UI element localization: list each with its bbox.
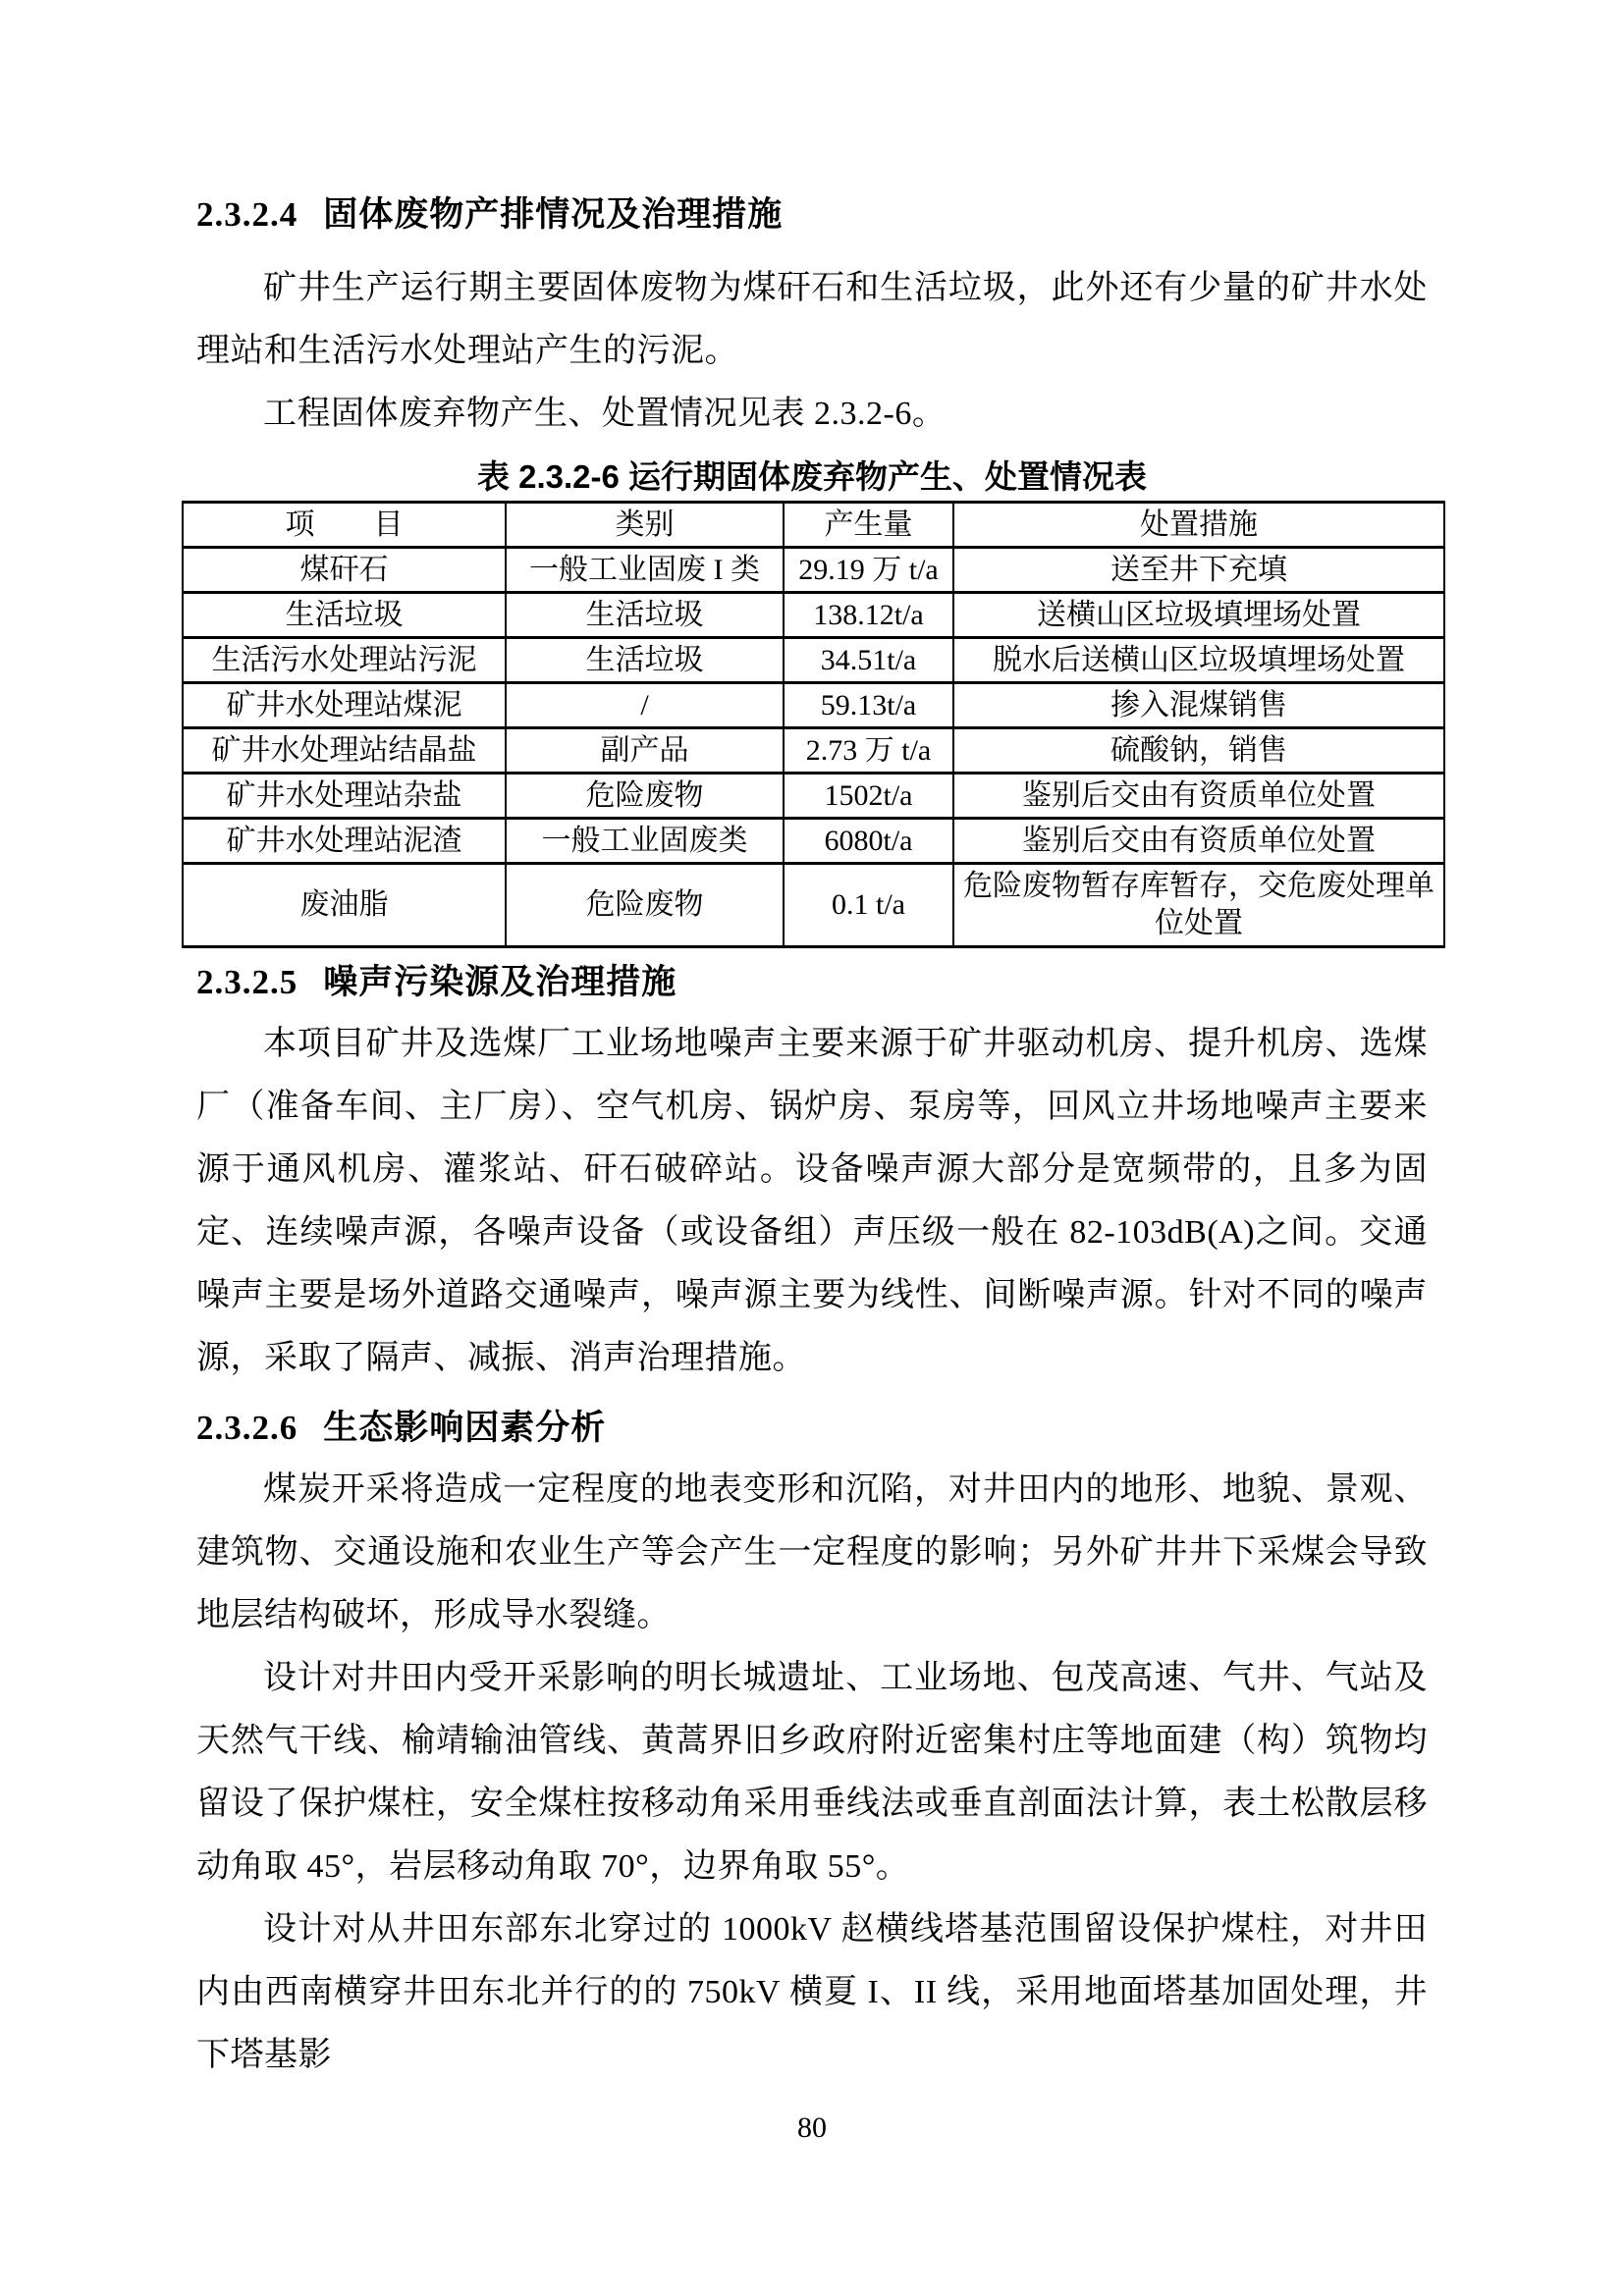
table-cell: 1502t/a	[784, 774, 953, 819]
table-cell: 鉴别后交由有资质单位处置	[953, 819, 1444, 864]
paragraph: 煤炭开采将造成一定程度的地表变形和沉陷，对井田内的地形、地貌、景观、建筑物、交通设施和农业生产等会产生一定程度的影响；另外矿井井下采煤会导致地层结构破坏，形成导水裂缝。	[196, 1471, 1428, 1633]
table-body	[183, 548, 1444, 947]
table-cell: 危险废物暂存库暂存，交危废处理单位处置	[953, 864, 1444, 947]
paragraph: 设计对从井田东部东北穿过的 1000kV 赵横线塔基范围留设保护煤柱，对井田内由西南横穿井田东北并行的的 750kV 横夏 I、II 线，采用地面塔基加固处理，井下塔基影	[196, 1911, 1428, 2073]
section-number: 2.3.2.5	[196, 963, 298, 1001]
table-cell: 煤矸石	[183, 548, 506, 593]
paragraph: 设计对井田内受开采影响的明长城遗址、工业场地、包茂高速、气井、气站及天然气干线、榆靖输油管线、黄蒿界旧乡政府附近密集村庄等地面建（构）筑物均留设了保护煤柱，安全煤柱按移动角采用垂线法或垂直剖面法计算，表土松散层移动角取 45°，岩层移动角取 70°，边界角取 55°。	[196, 1660, 1428, 1885]
table-row	[183, 593, 1444, 638]
section-number: 2.3.2.4	[196, 195, 298, 234]
section-number: 2.3.2.6	[196, 1409, 298, 1447]
table-cell: 废油脂	[183, 864, 506, 947]
table-header	[183, 503, 1444, 548]
table-cell: 生活垃圾	[506, 638, 784, 683]
table-cell: 送横山区垃圾填埋场处置	[953, 593, 1444, 638]
table-cell: 一般工业固废 I 类	[506, 548, 784, 593]
table-cell: /	[506, 683, 784, 728]
table-cell: 矿井水处理站泥渣	[183, 819, 506, 864]
table-cell: 副产品	[506, 728, 784, 774]
table-cell: 6080t/a	[784, 819, 953, 864]
header-cell-item: 项 目	[183, 503, 506, 548]
table-row	[183, 638, 1444, 683]
table-header-row	[183, 503, 1444, 548]
table-cell: 2.73 万 t/a	[784, 728, 953, 774]
section-title: 噪声污染源及治理措施	[323, 963, 677, 1001]
table-cell: 危险废物	[506, 774, 784, 819]
table-row	[183, 728, 1444, 774]
table-cell: 59.13t/a	[784, 683, 953, 728]
table-cell: 34.51t/a	[784, 638, 953, 683]
table-cell: 送至井下充填	[953, 548, 1444, 593]
table-cell: 硫酸钠，销售	[953, 728, 1444, 774]
table-cell: 矿井水处理站煤泥	[183, 683, 506, 728]
paragraph: 矿井生产运行期主要固体废物为煤矸石和生活垃圾，此外还有少量的矿井水处理站和生活污水处理站产生的污泥。	[196, 270, 1428, 369]
table-cell: 一般工业固废类	[506, 819, 784, 864]
section-heading-2326	[196, 1408, 1428, 1449]
table-cell: 矿井水处理站杂盐	[183, 774, 506, 819]
table-row	[183, 683, 1444, 728]
header-cell-amount: 产生量	[784, 503, 953, 548]
table-cell: 危险废物	[506, 864, 784, 947]
table-cell: 138.12t/a	[784, 593, 953, 638]
waste-disposal-table	[182, 501, 1445, 948]
table-cell: 矿井水处理站结晶盐	[183, 728, 506, 774]
table-row	[183, 548, 1444, 593]
table-cell: 生活垃圾	[183, 593, 506, 638]
table-row	[183, 819, 1444, 864]
table-cell: 掺入混煤销售	[953, 683, 1444, 728]
section-heading-2324	[196, 194, 1428, 236]
table-cell: 生活垃圾	[506, 593, 784, 638]
table-cell: 0.1 t/a	[784, 864, 953, 947]
table-cell: 脱水后送横山区垃圾填埋场处置	[953, 638, 1444, 683]
section-title: 生态影响因素分析	[323, 1409, 607, 1447]
table-caption: 表 2.3.2-6 运行期固体废弃物产生、处置情况表	[476, 458, 1148, 495]
page-number: 80	[797, 2111, 827, 2144]
section-heading-2325	[196, 962, 1428, 1003]
table-cell: 鉴别后交由有资质单位处置	[953, 774, 1444, 819]
section-title: 固体废物产排情况及治理措施	[323, 195, 784, 234]
paragraph: 本项目矿井及选煤厂工业场地噪声主要来源于矿井驱动机房、提升机房、选煤厂（准备车间、主厂房）、空气机房、锅炉房、泵房等，回风立井场地噪声主要来源于通风机房、灌浆站、矸石破碎站。设备噪声源大部分是宽频带的，且多为固定、连续噪声源，各噪声设备（或设备组）声压级一般在 82-103dB(A)之间。交通噪声主要是场外道路交通噪声，噪声源主要为线性、间断噪声源。针对不同的噪声源，采取了隔声、减振、消声治理措施。	[196, 1026, 1428, 1376]
header-cell-measure: 处置措施	[953, 503, 1444, 548]
table-cell: 生活污水处理站污泥	[183, 638, 506, 683]
table-cell: 29.19 万 t/a	[784, 548, 953, 593]
paragraph: 工程固体废弃物产生、处置情况见表 2.3.2-6。	[263, 396, 947, 432]
header-cell-class: 类别	[506, 503, 784, 548]
table-row	[183, 774, 1444, 819]
table-row	[183, 864, 1444, 947]
